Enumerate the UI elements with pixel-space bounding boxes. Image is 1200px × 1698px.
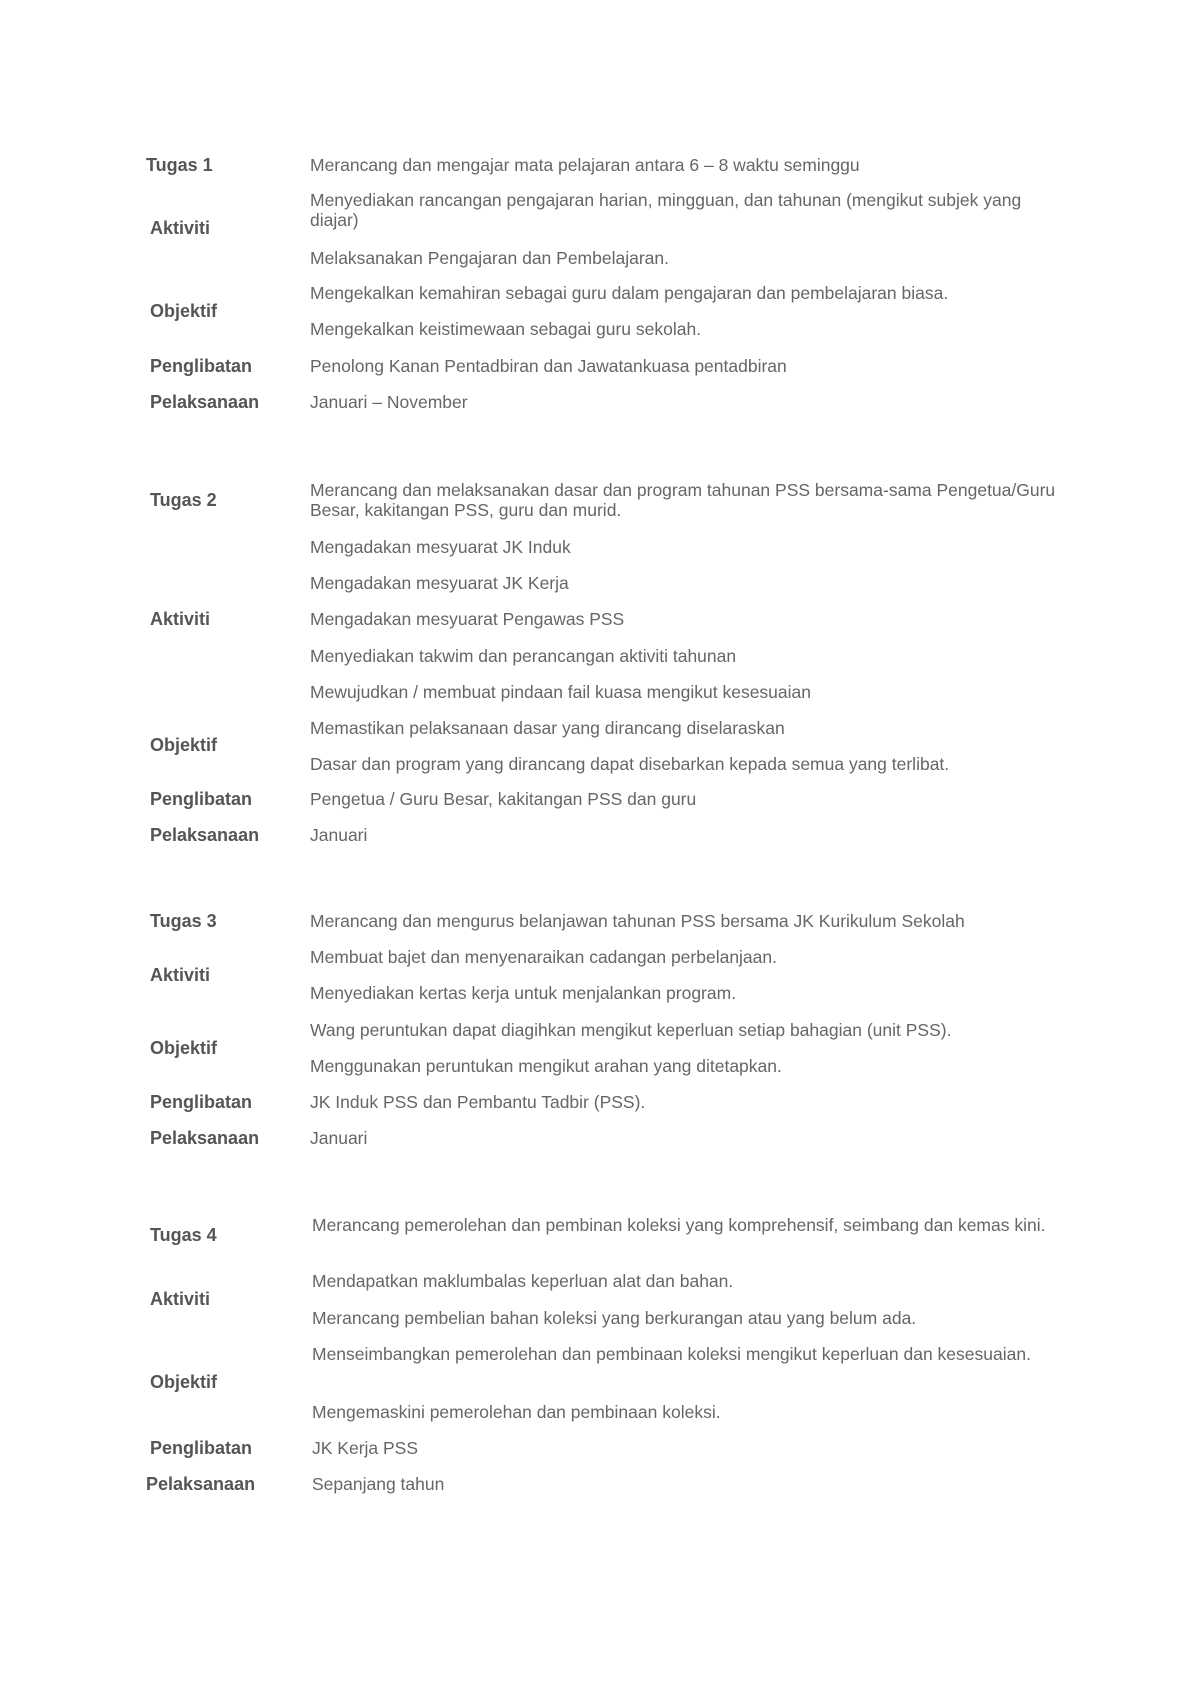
task-2-penglibatan-value: Pengetua / Guru Besar, kakitangan PSS dan guru [310,789,697,809]
task-2-aktiviti-item: Menyediakan takwim dan perancangan aktiviti tahunan [310,646,737,666]
task-3-pelaksanaan-value: Januari [310,1128,368,1148]
task-4-objektif-item: Mengemaskini pemerolehan dan pembinaan koleksi. [312,1402,721,1422]
task-3-aktiviti-item: Menyediakan kertas kerja untuk menjalankan program. [310,983,737,1003]
task-1-aktiviti-label: Aktiviti [150,218,211,238]
task-2-aktiviti-item: Mengadakan mesyuarat Pengawas PSS [310,609,625,629]
task-4-pelaksanaan-label: Pelaksanaan [146,1474,256,1494]
task-2-aktiviti-item: Mewujudkan / membuat pindaan fail kuasa mengikut kesesuaian [310,682,811,702]
task-1-description: Merancang dan mengajar mata pelajaran antara 6 – 8 waktu seminggu [310,155,860,175]
task-1-objektif-item: Mengekalkan kemahiran sebagai guru dalam pengajaran dan pembelajaran biasa. [310,283,949,303]
task-3-objektif-item: Wang peruntukan dapat diagihkan mengikut keperluan setiap bahagian (unit PSS). [310,1020,952,1040]
task-3-description: Merancang dan mengurus belanjawan tahunan PSS bersama JK Kurikulum Sekolah [310,911,965,931]
task-4-objektif-label: Objektif [150,1372,218,1392]
task-2-title: Tugas 2 [150,490,217,510]
task-1-aktiviti-item: Melaksanakan Pengajaran dan Pembelajaran. [310,248,669,268]
task-3-aktiviti-label: Aktiviti [150,965,211,985]
task-3-aktiviti-item: Membuat bajet dan menyenaraikan cadangan perbelanjaan. [310,947,777,967]
task-2-pelaksanaan-value: Januari [310,825,368,845]
task-1-penglibatan-label: Penglibatan [150,356,253,376]
task-4-penglibatan-value: JK Kerja PSS [312,1438,419,1458]
task-2-objektif-item: Dasar dan program yang dirancang dapat disebarkan kepada semua yang terlibat. [310,754,950,774]
task-2-aktiviti-item: Mengadakan mesyuarat JK Kerja [310,573,569,593]
task-4-aktiviti-item: Mendapatkan maklumbalas keperluan alat dan bahan. [312,1271,734,1291]
task-3-penglibatan-value: JK Induk PSS dan Pembantu Tadbir (PSS). [310,1092,646,1112]
task-1-objektif-label: Objektif [150,301,218,321]
task-2-pelaksanaan-label: Pelaksanaan [150,825,260,845]
task-4-penglibatan-label: Penglibatan [150,1438,253,1458]
task-2-objektif-item: Memastikan pelaksanaan dasar yang dirancang diselaraskan [310,718,785,738]
task-2-aktiviti-label: Aktiviti [150,609,211,629]
task-4-aktiviti-label: Aktiviti [150,1289,211,1309]
task-2-objektif-label: Objektif [150,735,218,755]
task-3-title: Tugas 3 [150,911,217,931]
task-3-objektif-label: Objektif [150,1038,218,1058]
task-1-penglibatan-value: Penolong Kanan Pentadbiran dan Jawatankuasa pentadbiran [310,356,787,376]
task-2-description: Merancang dan melaksanakan dasar dan program tahunan PSS bersama-sama Pengetua/Guru Besar, kakitangan PSS, guru dan murid. [310,480,1056,520]
task-4-objektif-item: Menseimbangkan pemerolehan dan pembinaan koleksi mengikut keperluan dan kesesuaian. [312,1344,1031,1364]
task-1-objektif-item: Mengekalkan keistimewaan sebagai guru sekolah. [310,319,702,339]
task-2-aktiviti-item: Mengadakan mesyuarat JK Induk [310,537,571,557]
task-1-title: Tugas 1 [146,155,213,175]
task-1-pelaksanaan-label: Pelaksanaan [150,392,260,412]
task-4-aktiviti-item: Merancang pembelian bahan koleksi yang berkurangan atau yang belum ada. [312,1308,917,1328]
task-2-penglibatan-label: Penglibatan [150,789,253,809]
task-4-description: Merancang pemerolehan dan pembinan koleksi yang komprehensif, seimbang dan kemas kini. [312,1215,1046,1235]
task-3-penglibatan-label: Penglibatan [150,1092,253,1112]
task-3-objektif-item: Menggunakan peruntukan mengikut arahan yang ditetapkan. [310,1056,782,1076]
task-1-pelaksanaan-value: Januari – November [310,392,468,412]
task-1-aktiviti-item: Menyediakan rancangan pengajaran harian, mingguan, dan tahunan (mengikut subjek yang diajar) [310,190,1022,230]
task-3-pelaksanaan-label: Pelaksanaan [150,1128,260,1148]
task-4-title: Tugas 4 [150,1225,217,1245]
task-4-pelaksanaan-value: Sepanjang tahun [312,1474,445,1494]
